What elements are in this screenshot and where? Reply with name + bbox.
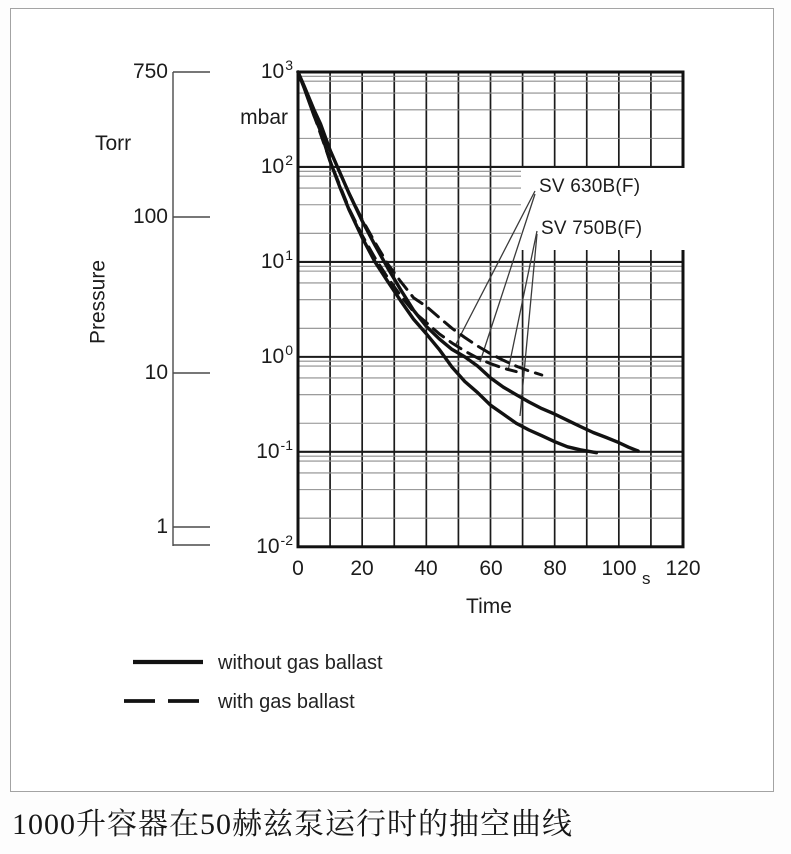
mbar-tick-exponent: -2 — [280, 532, 293, 548]
torr-tick-label: 100 — [132, 205, 168, 228]
time-tick-label: 120 — [665, 557, 701, 580]
legend-label-without-gas-ballast: without gas ballast — [218, 652, 383, 674]
time-tick-label: 0 — [292, 557, 304, 580]
torr-unit-label: Torr — [95, 132, 132, 155]
curve-label-sv750: SV 750B(F) — [541, 218, 643, 239]
mbar-tick-label: $10^{-1}$ — [256, 437, 293, 463]
mbar-tick-label: $10^3$ — [260, 57, 293, 83]
curve-label-sv630: SV 630B(F) — [539, 176, 641, 197]
mbar-tick-exponent: 2 — [285, 152, 293, 168]
mbar-tick-label: $10^1$ — [260, 247, 293, 273]
mbar-tick-exponent: -1 — [280, 437, 293, 453]
time-tick-label: 80 — [543, 557, 567, 580]
figure-caption: 1000升容器在50赫兹泵运行时的抽空曲线 — [12, 808, 573, 841]
mbar-tick-exponent: 3 — [285, 57, 293, 73]
torr-tick-label: 10 — [144, 361, 168, 384]
time-tick-label: 40 — [414, 557, 438, 580]
time-axis-unit-label: s — [642, 569, 651, 588]
curve-sv-630b-f--with-gb — [298, 72, 542, 375]
time-tick-label: 60 — [479, 557, 503, 580]
mbar-tick-exponent: 1 — [285, 247, 293, 263]
time-axis-title: Time — [466, 595, 512, 618]
pressure-axis-title: Pressure — [86, 259, 110, 345]
mbar-tick-label: $10^0$ — [260, 342, 293, 368]
time-tick-label: 100 — [601, 557, 637, 580]
mbar-tick-label: $10^{-2}$ — [256, 532, 293, 558]
mbar-unit-label: mbar — [240, 106, 288, 129]
torr-tick-label: 1 — [156, 515, 168, 538]
legend-label-with-gas-ballast: with gas ballast — [218, 691, 355, 713]
torr-tick-label: 750 — [132, 60, 168, 83]
mbar-tick-label: $10^2$ — [260, 152, 293, 178]
mbar-tick-exponent: 0 — [285, 342, 293, 358]
time-tick-label: 20 — [350, 557, 374, 580]
